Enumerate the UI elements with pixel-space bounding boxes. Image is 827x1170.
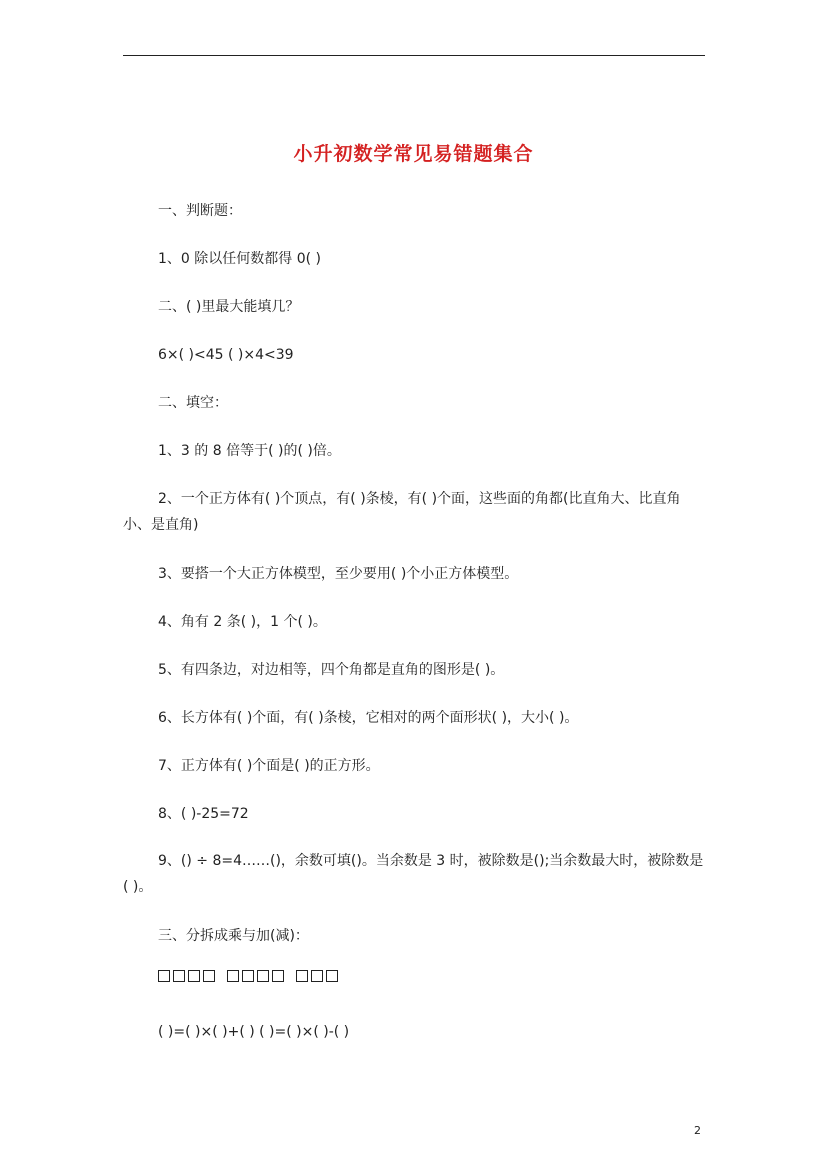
section-heading-max-fill: 二、( )里最大能填几？ [158, 299, 300, 315]
empty-square [326, 970, 338, 982]
empty-square [242, 970, 254, 982]
page-number: 2 [694, 1124, 701, 1137]
question-text: 9、() ÷ 8=4……()，余数可填()。当余数是 3 时，被除数是();当余数最大时，被除数是( )。 [123, 853, 704, 895]
formula-line: ( )=( )×( )+( ) ( )=( )×( )-( ) [158, 1024, 350, 1040]
document-title: 小升初数学常见易错题集合 [293, 143, 534, 165]
question-text: 8、( )-25=72 [158, 806, 249, 822]
empty-square [296, 970, 308, 982]
question-text: 6、长方体有( )个面，有( )条棱，它相对的两个面形状( )，大小( )。 [158, 710, 579, 726]
question-text: 2、一个正方体有( )个顶点，有( )条棱，有( )个面，这些面的角都(比直角大、比直角小、是直角) [123, 491, 681, 533]
empty-square [188, 970, 200, 982]
section-heading-fill-blank: 二、填空： [158, 395, 228, 411]
section-heading-judgement: 一、判断题： [158, 203, 242, 219]
question-text: 7、正方体有( )个面是( )的正方形。 [158, 758, 380, 774]
box-group [158, 970, 215, 982]
empty-square [227, 970, 239, 982]
question-text: 1、0 除以任何数都得 0( ) [158, 251, 321, 267]
box-group [227, 970, 284, 982]
question-text: 4、角有 2 条( )，1 个( )。 [158, 614, 327, 630]
question-text: 1、3 的 8 倍等于( )的( )倍。 [158, 443, 341, 459]
empty-square [158, 970, 170, 982]
question-text: 5、有四条边，对边相等，四个角都是直角的图形是( )。 [158, 662, 505, 678]
empty-square [173, 970, 185, 982]
empty-square [203, 970, 215, 982]
empty-square [257, 970, 269, 982]
question-expression: 6×( )<45 ( )×4<39 [158, 347, 294, 363]
box-group [296, 970, 338, 982]
section-heading-decompose: 三、分拆成乘与加(减)： [158, 928, 309, 944]
empty-box-groups [158, 970, 338, 982]
empty-square [272, 970, 284, 982]
empty-square [311, 970, 323, 982]
header-rule [123, 55, 705, 56]
question-text: 3、要搭一个大正方体模型，至少要用( )个小正方体模型。 [158, 566, 519, 582]
